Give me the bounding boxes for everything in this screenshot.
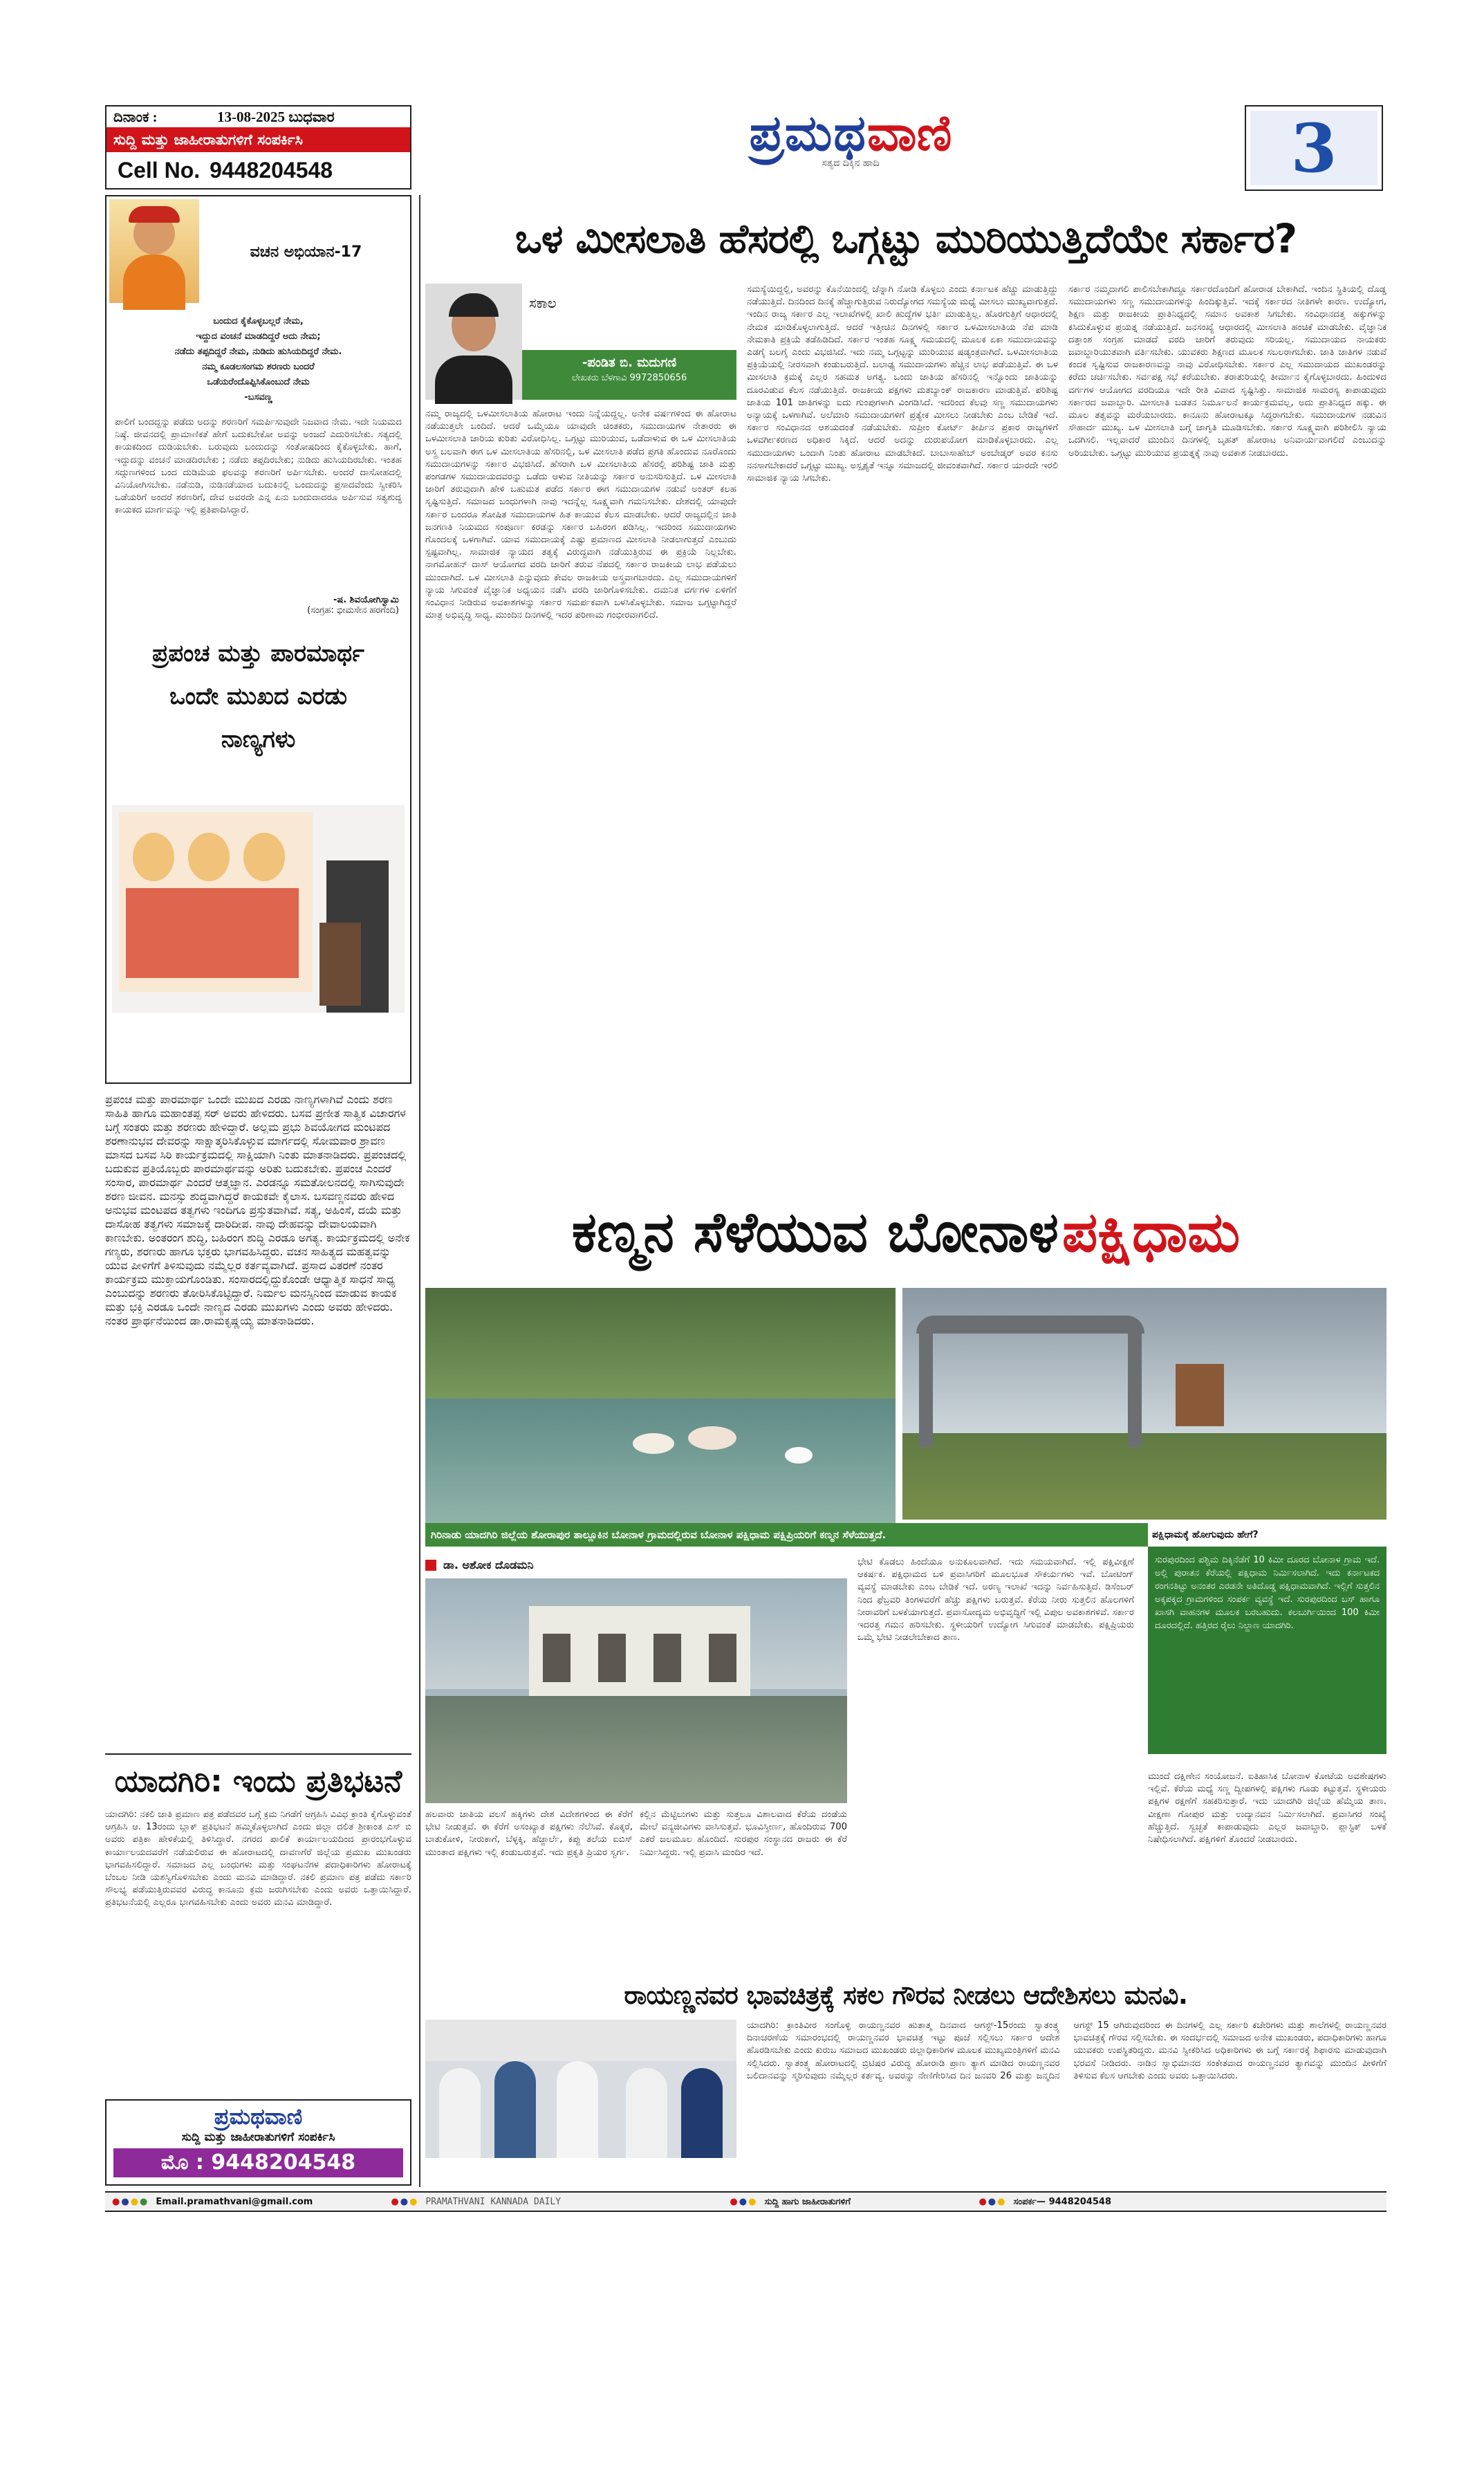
masthead-tagline: ಸತ್ಯದ ದಿಕ್ಕಿನ ಹಾದಿ	[822, 158, 880, 169]
footer-bar	[105, 2191, 1386, 2212]
author-photo	[425, 284, 522, 400]
ad-masthead: ಪ್ರಮಥವಾಣಿ	[214, 2103, 303, 2130]
bird-col-1: ಹಲವಾರು ಜಾತಿಯ ವಲಸೆ ಹಕ್ಕಿಗಳು ದೇಶ ವಿದೇಶಗಳಿಂದ ಈ ಕೆರೆಗೆ ಭೇಟಿ ನೀಡುತ್ತವೆ. ಈ ಕೆರೆಗೆ ಅಸಂಖ್ಯಾತ ಪಕ್ಷಿಗಳು ನೆಲೆಸಿವೆ. ಕೊಕ್ಕರೆ, ಬಾತುಕೋಳಿ, ನೀರುಕಾಗೆ, ಬೆಳ್ಳಕ್ಕಿ, ಹೆಜ್ಜಾರ್ಲೆ, ಕಪ್ಪು ತಲೆಯ ಐಬಿಸ್ ಮುಂತಾದ ಪಕ್ಷಿಗಳು ಇಲ್ಲಿ ಕಂಡುಬರುತ್ತವೆ. ಇದು ಪ್ರಕೃತಿ ಪ್ರಿಯರ ಸ್ವರ್ಗ.	[425, 1809, 636, 1858]
ad-line: ಸುದ್ದಿ ಮತ್ತು ಜಾಹೀರಾತುಗಳಿಗೆ ಸಂಪರ್ಕಿಸಿ	[181, 2130, 335, 2144]
vachana-signature-detail: (ಸಂಗ್ರಹ: ಭೀಮಸೇನ ಹರಗೆಂದಿ)	[307, 605, 399, 616]
heritage-building-photo	[425, 1578, 847, 1803]
vachana-box	[105, 195, 411, 1084]
bird-author: ಡಾ. ಅಶೋಕ ದೊಡಮನಿ	[443, 1558, 534, 1571]
column-label: ಸಕಾಲ	[529, 295, 557, 311]
footer-dots-icon: ●●●●	[112, 2196, 149, 2207]
lead-headline: ಒಳ ಮೀಸಲಾತಿ ಹೆಸರಲ್ಲಿ ಒಗ್ಗಟ್ಟು ಮುರಿಯುತ್ತಿದೆಯೇ ಸರ್ಕಾರ?	[514, 215, 1297, 262]
author-detail: ಲೇಖಕರು ಬೆಳಗಾವಿ 9972850656	[571, 373, 687, 383]
footer-dots-icon: ●●●	[391, 2196, 419, 2207]
cell-label: Cell No.	[118, 157, 201, 183]
author-name: -ಪಂಡಿತ ಬಿ. ಮದುಗಣಿ	[582, 356, 677, 370]
feature-headline: ಪ್ರಪಂಚ ಮತ್ತು ಪಾರಮಾರ್ಥ ಒಂದೇ ಮುಖದ ಎರಡು ನಾಣ್ಯಗಳು	[152, 640, 364, 753]
vachana-poem: ಬಂದುದ ಕೈಕೊಳ್ಳಬಲ್ಲರೆ ನೇಮ, ಇದ್ದುದ ವಂಚನೆ ಮಾಡದಿದ್ದರೆ ಅದು ನೇಮ; ನಡೆದು ತಪ್ಪದಿದ್ದರೆ ನೇಮ, ನುಡಿದು ಹುಸಿಯದಿದ್ದರೆ ನೇಮ. ನಮ್ಮ ಕೂಡಲಸಂಗಮ ಶರಣರು ಬಂದರೆ ಒಡೆಯರೆಂದೊಪ್ಪಿಸಿಕೊಂಬುದೆ ನೇಮ -ಬಸವಣ್ಣ	[174, 316, 342, 403]
lead-col-3: ಸರ್ಕಾರ ನಮ್ಮದಾಗಲಿ ಪಾಲಿಸಬೇಕಾಗಿದ್ದೂ ಸರ್ಕಾರದೊಂದಿಗೆ ಹೋರಾಡ ಬೇಕಾಗಿದೆ. ಇಂದಿನ ಸ್ಥಿತಿಯಲ್ಲಿ ದೊಡ್ಡ ಸಮುದಾಯಗಳು ಸಣ್ಣ ಸಮುದಾಯಗಳನ್ನು ಹಿಂದಿಕ್ಕುತ್ತಿವೆ. ಇದಕ್ಕೆ ಸರ್ಕಾರದ ನೀತಿಗಳೇ ಕಾರಣ. ಉದ್ಯೋಗ, ಶಿಕ್ಷಣ ಮತ್ತು ರಾಜಕೀಯ ಪ್ರಾತಿನಿಧ್ಯದಲ್ಲಿ ಸಮಾನ ಅವಕಾಶ ಸಿಗಬೇಕು. ಸಂವಿಧಾನದತ್ತ ಹಕ್ಕುಗಳನ್ನು ಕಸಿದುಕೊಳ್ಳುವ ಪ್ರಯತ್ನ ನಡೆಯುತ್ತಿದೆ. ಜನಸಂಖ್ಯೆ ಆಧಾರದಲ್ಲಿ ಮೀಸಲಾತಿ ಹಂಚಿಕೆ ಮಾಡಬೇಕು. ವೈಜ್ಞಾನಿಕ ದತ್ತಾಂಶ ಸಂಗ್ರಹ ಮಾಡದೆ ವರದಿ ಜಾರಿಗೆ ತರುವುದು ಸರಿಯಲ್ಲ. ಸಮುದಾಯದ ನಾಯಕರು ಜವಾಬ್ದಾರಿಯುತವಾಗಿ ವರ್ತಿಸಬೇಕು. ಯುವಕರು ಶಿಕ್ಷಣದ ಮೂಲಕ ಸಬಲರಾಗಬೇಕು. ಜಾತಿ ಜಾತಿಗಳ ನಡುವೆ ಕಂದಕ ಸೃಷ್ಟಿಸುವ ರಾಜಕಾರಣವನ್ನು ನಾವು ವಿರೋಧಿಸಬೇಕು. ಸರ್ಕಾರ ಎಲ್ಲ ಸಮುದಾಯದ ಮುಖಂಡರನ್ನು ಕರೆದು ಚರ್ಚಿಸಬೇಕು. ಸರ್ವಪಕ್ಷ ಸಭೆ ಕರೆಯಬೇಕು. ತರಾತುರಿಯಲ್ಲಿ ತೀರ್ಮಾನ ಕೈಗೊಳ್ಳಬಾರದು. ಹಿಂದುಳಿದ ವರ್ಗಗಳ ಆಯೋಗದ ವರದಿಯೂ ಇದೇ ರೀತಿ ವಿವಾದ ಸೃಷ್ಟಿಸಿತ್ತು. ಸಾಮಾಜಿಕ ಸಾಮರಸ್ಯ ಕಾಪಾಡುವುದು ಸರ್ಕಾರದ ಜವಾಬ್ದಾರಿ. ಮೀಸಲಾತಿ ಬಡತನ ನಿರ್ಮೂಲನೆ ಕಾರ್ಯಕ್ರಮವಲ್ಲ, ಅದು ಪ್ರಾತಿನಿಧ್ಯದ ಹಕ್ಕು. ಈ ಮೂಲ ತತ್ವವನ್ನು ಮರೆಯಬಾರದು. ಕಾನೂನು ಹೋರಾಟಕ್ಕೂ ಸಿದ್ಧರಾಗಬೇಕು. ಸಮುದಾಯಗಳ ನಡುವಿನ ಸೌಹಾರ್ದ ಮುಖ್ಯ. ಒಳ ಮೀಸಲಾತಿ ಬಗ್ಗೆ ಜಾಗೃತಿ ಮೂಡಿಸಬೇಕು. ಸರ್ಕಾರ ಸೂಕ್ಷ್ಮವಾಗಿ ಪರಿಶೀಲಿಸಿ ನ್ಯಾಯ ಒದಗಿಸಲಿ. ಇಲ್ಲವಾದರೆ ಮುಂದಿನ ದಿನಗಳಲ್ಲಿ ಬೃಹತ್ ಹೋರಾಟ ಅನಿವಾರ್ಯವಾಗಲಿದೆ ಎಂಬುದನ್ನು ಅರಿಯಬೇಕು. ಒಗ್ಗಟ್ಟು ಮುರಿಯುವ ಪ್ರಯತ್ನಕ್ಕೆ ನಾವು ಅವಕಾಶ ನೀಡಬಾರದು.	[1068, 284, 1390, 459]
bird-lake-photo	[425, 1288, 896, 1520]
rayanna-body: ಯಾದಗಿರಿ: ಕ್ರಾಂತಿವೀರ ಸಂಗೊಳ್ಳಿ ರಾಯಣ್ಣನವರ ಹುತಾತ್ಮ ದಿನವಾದ ಆಗಸ್ಟ್-15ರಂದು ಸ್ವಾತಂತ್ರ್ಯ ದಿನಾಚರಣೆಯ ಸಮಾರಂಭದಲ್ಲಿ ರಾಯಣ್ಣನವರ ಭಾವಚಿತ್ರ ಇಟ್ಟು ಪೂಜೆ ಸಲ್ಲಿಸಲು ಸರ್ಕಾರ ಆದೇಶ ಹೊರಡಿಸಬೇಕು ಎಂದು ಕುರುಬ ಸಮಾಜದ ಮುಖಂಡರು ಜಿಲ್ಲಾಧಿಕಾರಿಗಳ ಮೂಲಕ ಮುಖ್ಯಮಂತ್ರಿಗಳಿಗೆ ಮನವಿ ಸಲ್ಲಿಸಿದರು. ಸ್ವಾತಂತ್ರ್ಯ ಹೋರಾಟದಲ್ಲಿ ಬ್ರಿಟಿಷರ ವಿರುದ್ಧ ಹೋರಾಡಿ ಪ್ರಾಣ ತ್ಯಾಗ ಮಾಡಿದ ರಾಯಣ್ಣನವರ ಬಲಿದಾನವನ್ನು ಸ್ಮರಿಸುವುದು ನಮ್ಮೆಲ್ಲರ ಕರ್ತವ್ಯ. ಅವರನ್ನು ನೇಣಿಗೇರಿಸಿದ ದಿನ ಜನವರಿ 26 ಮತ್ತು ಜನ್ಮದಿನ ಆಗಸ್ಟ್ 15 ಆಗಿರುವುದರಿಂದ ಈ ದಿನಗಳಲ್ಲಿ ಎಲ್ಲ ಸರ್ಕಾರಿ ಕಚೇರಿಗಳು ಮತ್ತು ಶಾಲೆಗಳಲ್ಲಿ ರಾಯಣ್ಣನವರ ಭಾವಚಿತ್ರಕ್ಕೆ ಗೌರವ ಸಲ್ಲಿಸಬೇಕು. ಈ ಸಂದರ್ಭದಲ್ಲಿ ಸಮಾಜದ ಅನೇಕ ಮುಖಂಡರು, ಪದಾಧಿಕಾರಿಗಳು ಹಾಗೂ ಯುವಕರು ಉಪಸ್ಥಿತರಿದ್ದರು. ಮನವಿ ಸ್ವೀಕರಿಸಿದ ಅಧಿಕಾರಿಗಳು ಈ ಬಗ್ಗೆ ಸರ್ಕಾರಕ್ಕೆ ಶಿಫಾರಸು ಮಾಡುವುದಾಗಿ ಭರವಸೆ ನೀಡಿದರು. ನಾಡಿನ ಸ್ವಾಭಿಮಾನದ ಸಂಕೇತವಾದ ರಾಯಣ್ಣನವರ ತ್ಯಾಗವನ್ನು ಮುಂದಿನ ಪೀಳಿಗೆಗೆ ತಿಳಿಸುವ ಕೆಲಸ ಆಗಬೇಕು ಎಂದು ಅವರು ಒತ್ತಾಯಿಸಿದರು.	[747, 2020, 1390, 2081]
basavanna-portrait	[109, 199, 199, 303]
bird-col-2: ಕಲ್ಲಿನ ಮೆಟ್ಟಿಲುಗಳು ಮತ್ತು ಸುತ್ತಲೂ ವಿಶಾಲವಾದ ಕೆರೆಯ ದಂಡೆಯ ಮೇಲೆ ವನ್ಯಜೀವಿಗಳು ವಾಸಿಸುತ್ತವೆ. ಭೂವಿಸ್ತೀರ್ಣ, ಹೊಂದಿರುವ 700 ಎಕರೆ ಜಲಮೂಲ ಹೊಂದಿದೆ. ಸುರಪುರ ಸಂಸ್ಥಾನದ ರಾಜರು ಈ ಕೆರೆ ನಿರ್ಮಿಸಿದ್ದರು. ಇಲ್ಲಿ ಪ್ರವಾಸಿ ಮಂದಿರ ಇದೆ.	[640, 1809, 851, 1858]
bird-caption: ಗಿರಿನಾಡು ಯಾದಗಿರಿ ಜಿಲ್ಲೆಯ ಶೋರಾಪುರ ತಾಲ್ಲೂಕಿನ ಬೋನಾಳ ಗ್ರಾಮದಲ್ಲಿರುವ ಬೋನಾಳ ಪಕ್ಷಿಧಾಮ ಪಕ್ಷಿಪ್ರಿಯರಿಗೆ ಕಣ್ಮನ ಸೆಳೆಯುತ್ತದೆ.	[425, 1523, 1148, 1547]
lead-col-1: ನಮ್ಮ ರಾಜ್ಯದಲ್ಲಿ ಒಳಮೀಸಲಾತಿಯ ಹೋರಾಟ ಇಂದು ನಿನ್ನೆಯದ್ದಲ್ಲ. ಅನೇಕ ವರ್ಷಗಳಿಂದ ಈ ಹೋರಾಟ ನಡೆಯುತ್ತಲೇ ಬಂದಿದೆ. ಆದರೆ ಒಮ್ಮೆಯೂ ಯಾವುದೇ ಚಿಂತಕರು, ಸಮುದಾಯಗಳ ನೇತಾರರು ಈ ಒಳಮೀಸಲಾತಿ ಜಾರಿಯ ಕುರಿತು ವಿರೋಧಿಸಿಲ್ಲ. ಒಗ್ಗಟ್ಟು ಮುರಿಯುವ, ಒಡೆದಾಳುವ ಈ ಒಳ ಮೀಸಲಾತಿಯ ಅಸ್ತ್ರ ಬಲವಾಗಿ ಈಗ ಒಳ ಮೀಸಲಾತಿಯ ಹೆಸರಿನಲ್ಲಿ, ಒಳ ಮೀಸಲಾತಿ ಪಡೆದ ಪ್ರಗತಿ ಹೊಂದುವ ನೂರೊಂದು ಸಮುದಾಯಗಳನ್ನು ಸರ್ಕಾರ ವಿಭಜಿಸಿದೆ. ಹೆಸರಾಗಿ ಒಳ ಮೀಸಲಾತಿಯ ಹೆಸರಲ್ಲಿ ಪರಿಶಿಷ್ಟ ಜಾತಿ ಮತ್ತು ಪಂಗಡಗಳ ಸಮುದಾಯದವರನ್ನು ಒಡೆದು ಆಳುವ ನೀತಿಯನ್ನು ಸರ್ಕಾರ ಅನುಸರಿಸುತ್ತಿದೆ. ಒಳ ಮೀಸಲಾತಿ ಜಾರಿಗೆ ತರುವುದಾಗಿ ಹೇಳಿ ಬಹುಮತ ಪಡೆದ ಸರ್ಕಾರ ಈಗ ಸಮುದಾಯಗಳ ನಡುವೆ ಅಂತರ್ ಕಲಹ ಸೃಷ್ಟಿಸುತ್ತಿದೆ. ಸಮಾಜದ ಬಂಧುಗಳಾಗಿ ನಾವು ಇದನ್ನೆಲ್ಲ ಸೂಕ್ಷ್ಮವಾಗಿ ಗಮನಿಸಬೇಕು. ದೇಶದಲ್ಲಿ ಯಾವುದೇ ಸರ್ಕಾರ ಬಂದರೂ ಶೋಷಿತ ಸಮುದಾಯಗಳ ಹಿತ ಕಾಯುವ ಕೆಲಸ ಮಾಡಬೇಕು. ಆದರೆ ರಾಜ್ಯದಲ್ಲಿನ ಜಾತಿ ಜನಗಣತಿ ನಿಯಮದ ಸಂಪೂರ್ಣ ಕರಡನ್ನು ಸರ್ಕಾರ ಬಹಿರಂಗ ಪಡಿಸಿಲ್ಲ. ಇದರಿಂದ ಸಮುದಾಯಗಳು ಗೊಂದಲಕ್ಕೆ ಒಳಗಾಗಿವೆ. ಯಾವ ಸಮುದಾಯಕ್ಕೆ ಎಷ್ಟು ಪ್ರಮಾಣದ ಮೀಸಲಾತಿ ನೀಡಲಾಗುತ್ತದೆ ಎಂಬುದು ಸ್ಪಷ್ಟವಾಗಿಲ್ಲ. ಸಾಮಾಜಿಕ ನ್ಯಾಯದ ತತ್ವಕ್ಕೆ ವಿರುದ್ಧವಾಗಿ ನಡೆಯುತ್ತಿರುವ ಈ ಪ್ರಕ್ರಿಯೆ ನಿಲ್ಲಬೇಕು. ನಾಗಮೋಹನ್ ದಾಸ್ ಆಯೋಗದ ವರದಿ ಜಾರಿಗೆ ತರುವ ನೆಪದಲ್ಲಿ ಸರ್ಕಾರ ರಾಜಕೀಯ ಲಾಭ ಪಡೆಯಲು ಮುಂದಾಗಿದೆ. ಒಳ ಮೀಸಲಾತಿ ಎನ್ನುವುದು ಕೇವಲ ರಾಜಕೀಯ ಅಸ್ತ್ರವಾಗಬಾರದು. ಎಲ್ಲ ಸಮುದಾಯಗಳಿಗೆ ನ್ಯಾಯ ಸಿಗುವಂತೆ ವೈಜ್ಞಾನಿಕ ಅಧ್ಯಯನ ನಡೆಸಿ ವರದಿ ಜಾರಿಗೊಳಿಸಬೇಕು. ದಮನಿತ ವರ್ಗಗಳ ಏಳಿಗೆಗೆ ಸಂವಿಧಾನ ನೀಡಿರುವ ಅವಕಾಶಗಳನ್ನು ಸರ್ಕಾರ ಸಮರ್ಪಕವಾಗಿ ಬಳಸಿಕೊಳ್ಳಬೇಕು. ಸಮಾಜ ಒಗ್ಗಟ್ಟಾಗಿದ್ದರೆ ಮಾತ್ರ ಅಭಿವೃದ್ಧಿ ಸಾಧ್ಯ. ಮುಂದಿನ ದಿನಗಳಲ್ಲಿ ಇದರ ಪರಿಣಾಮ ಗಂಭೀರವಾಗಲಿದೆ.	[425, 409, 740, 621]
ad-box	[105, 2099, 411, 2186]
how-to-reach-body: ಸುರಪುರದಿಂದ ಪಶ್ಚಿಮ ದಿಕ್ಕಿನೆಡೆಗೆ 10 ಕಿಮೀ ದೂರದ ಬೋನಾಳ ಗ್ರಾಮ ಇದೆ. ಅಲ್ಲಿ ಪುರಾತನ ಕೆರೆಯಲ್ಲಿ ಪಕ್ಷಿಧಾಮ ನಿರ್ಮಿಸಲಾಗಿದೆ. ಇದು ಕರ್ನಾಟಕದ ರಂಗನತಿಟ್ಟು ಅನಂತರ ಎರಡನೇ ಅತಿದೊಡ್ಡ ಪಕ್ಷಿಧಾಮವಾಗಿದೆ. ಇಲ್ಲಿಗೆ ಸುತ್ತಲಿನ ಅಕ್ಕಪಕ್ಕದ ಗ್ರಾಮಗಳಿಂದ ಸಂಪರ್ಕ ವ್ಯವಸ್ಥೆ ಇದೆ. ಸುರಪುರದಿಂದ ಬಸ್ ಹಾಗೂ ಖಾಸಗಿ ವಾಹನಗಳ ಮೂಲಕ ಬರಬಹುದು. ಕಲಬುರ್ಗಿಯಿಂದ 100 ಕಿಮೀ ದೂರದಲ್ಲಿದೆ. ಹತ್ತಿರದ ರೈಲು ನಿಲ್ದಾಣ ಯಾದಗಿರಿ.	[1148, 1547, 1386, 1754]
protest-body: ಯಾದಗಿರಿ: ನಕಲಿ ಜಾತಿ ಪ್ರಮಾಣ ಪತ್ರ ಪಡೆದವರ ಬಗ್ಗೆ ಕ್ರಮ ನಿಗಡೆಗೆ ಆಗ್ರಹಿಸಿ ವಿವಿಧ ಕ್ರಾಂತಿ ಕೈಗೊಳ್ಳುವಂತೆ ಆಗ್ರಹಿಸಿ ಆ. 13ರಂದು ಬ್ಲಾಕ್ ಪ್ರತಿಭಟನೆ ಹಮ್ಮಿಕೊಳ್ಳಲಾಗಿದೆ ಎಂದು ಜಿಲ್ಲಾ ದಲಿತ ಶ್ರೀಕಾಂತ ಎಸ್ ಬಿ ಅವರು ಪತ್ರಿಕಾ ಹೇಳಿಕೆಯಲ್ಲಿ ತಿಳಿಸಿದ್ದಾರೆ. ನಗರದ ಪಾಲಿಕೆ ಕಾರ್ಯಾಲಯದಿಂದ ಪ್ರಾರಂಭಗೊಳ್ಳುವ ಕಾರ್ಯಾಲಯದವರೆಗೆ ನಡೆಯಲಿರುವ ಈ ಹೋರಾಟದಲ್ಲಿ ದಾವಣಗೆರೆ ಜಿಲ್ಲೆಯ ಪ್ರಮುಖ ಮುಖಂಡರು ಭಾಗವಹಿಸಲಿದ್ದಾರೆ. ಸಮಾಜದ ಎಲ್ಲ ಬಂಧುಗಳು ಮತ್ತು ಸಂಘಟನೆಗಳ ಪದಾಧಿಕಾರಿಗಳು ಹೋರಾಟಕ್ಕೆ ಬೆಂಬಲ ನೀಡಿ ಯಶಸ್ವಿಗೊಳಿಸಬೇಕು ಎಂದು ಮನವಿ ಮಾಡಿದ್ದಾರೆ. ನಕಲಿ ಪ್ರಮಾಣ ಪತ್ರ ಪಡೆದು ಸರ್ಕಾರಿ ಸೌಲಭ್ಯ ಪಡೆಯುತ್ತಿರುವವರ ವಿರುದ್ಧ ಕಾನೂನು ಕ್ರಮ ಜರುಗಿಸಬೇಕು ಎಂದು ಅವರು ಒತ್ತಾಯಿಸಿದ್ದಾರೆ. ಪ್ರತಿಭಟನೆಯಲ್ಲಿ ಎಲ್ಲರೂ ಭಾಗವಹಿಸಬೇಕು ಎಂದು ಅವರು ಮನವಿ ಮಾಡಿದ್ದಾರೆ.	[105, 1809, 415, 1908]
bird-col-3: ಭೇಟಿ ಕೊಡಲು ಹಿಂದೆಯೂ ಅನುಕೂಲವಾಗಿದೆ. ಇದು ಸಮಯವಾಗಿದೆ. ಇಲ್ಲಿ ಪಕ್ಷಿವೀಕ್ಷಣೆ ಆಕರ್ಷಕ. ಪಕ್ಷಿಧಾಮದ ಬಳಿ ಪ್ರವಾಸಿಗರಿಗೆ ಮೂಲಭೂತ ಸೌಕರ್ಯಗಳು ಇವೆ. ಬೋಟಿಂಗ್ ವ್ಯವಸ್ಥೆ ಮಾಡಬೇಕು ಎಂಬ ಬೇಡಿಕೆ ಇದೆ. ಅರಣ್ಯ ಇಲಾಖೆ ಇದನ್ನು ನಿರ್ವಹಿಸುತ್ತಿದೆ. ಡಿಸೆಂಬರ್ ನಿಂದ ಫೆಬ್ರವರಿ ತಿಂಗಳವರೆಗೆ ಹೆಚ್ಚು ಪಕ್ಷಿಗಳು ಬರುತ್ತವೆ. ಕೆರೆಯ ನೀರು ಸುತ್ತಲಿನ ಹೊಲಗಳಿಗೆ ನೀರಾವರಿಗೆ ಬಳಕೆಯಾಗುತ್ತದೆ. ಪ್ರವಾಸೋದ್ಯಮ ಅಭಿವೃದ್ಧಿಗೆ ಇಲ್ಲಿ ವಿಪುಲ ಅವಕಾಶಗಳಿವೆ. ಸರ್ಕಾರ ಇದರತ್ತ ಗಮನ ಹರಿಸಬೇಕು. ಸ್ಥಳೀಯರಿಗೆ ಉದ್ಯೋಗ ಸಿಗುವಂತೆ ಮಾಡಬೇಕು. ಪಕ್ಷಿಪ್ರಿಯರು ಒಮ್ಮೆ ಭೇಟಿ ನೀಡಲೇಬೇಕಾದ ತಾಣ.	[857, 1557, 1138, 1643]
author-box	[425, 284, 736, 400]
column-divider	[419, 195, 420, 2187]
rayanna-photo	[425, 2020, 736, 2158]
page-number-badge	[1245, 105, 1383, 191]
bird-headline-main: ಕಣ್ಮನ ಸೆಳೆಯುವ ಬೋನಾಳ	[571, 1200, 1059, 1264]
lead-col-2: ಸಮಸ್ಯೆಯಿದ್ದಲ್ಲಿ, ಅವರನ್ನು ಕೊನೆಯಿಂದಲ್ಲಿ ಚೆನ್ನಾಗಿ ನೋಡಿ ಕೊಳ್ಳಲು ಎಂದು ಕರ್ನಾಟಕ ಹೆಚ್ಚು ಮಾಡುತ್ತಿದ್ದು ನಡೆಯುತ್ತಿದೆ. ದಿನದಿಂದ ದಿನಕ್ಕೆ ಹೆಚ್ಚಾಗುತ್ತಿರುವ ನಿರುದ್ಯೋಗದ ಸಮಸ್ಯೆಯ ಮಧ್ಯೆ ಮೀಸಲು ಮುಖ್ಯವಾಗುತ್ತದೆ. ಇಂದಿನ ರಾಜ್ಯ ಸರ್ಕಾರ ಎಲ್ಲ ಇಲಾಖೆಗಳಲ್ಲಿ ಖಾಲಿ ಹುದ್ದೆಗಳ ಭರ್ತಿ ಮಾಡುತ್ತಿಲ್ಲ. ಹೊರಗುತ್ತಿಗೆ ಆಧಾರದಲ್ಲಿ ನೇಮಕ ಮಾಡಿಕೊಳ್ಳಲಾಗುತ್ತಿದೆ. ಆದರೆ ಇತ್ತೀಚಿನ ದಿನಗಳಲ್ಲಿ ಸರ್ಕಾರ ಒಳಮೀಸಲಾತಿಯ ನೆಪ ಮಾಡಿ ನೇಮಕಾತಿ ಪ್ರಕ್ರಿಯೆ ತಡೆಹಿಡಿದಿದೆ. ಸರ್ಕಾರ ಇಂತಹ ಸೂಕ್ಷ್ಮ ಸಮಯದಲ್ಲಿ ಮೂಲಕ ಏಕಾ ಸಮುದಾಯವನ್ನು ಎಡಗೈ ಬಲಗೈ ಎಂದು ವಿಭಜಿಸಿದೆ. ಇದು ನಮ್ಮ ಒಗ್ಗಟ್ಟನ್ನು ಮುರಿಯುವ ಷಡ್ಯಂತ್ರವಾಗಿದೆ. ಒಳಮೀಸಲಾತಿಯ ಪ್ರಕ್ರಿಯೆಯಲ್ಲಿ ನೀರಸವಾಗಿ ಕಂಡುಬರುತ್ತಿದೆ. ಬಲಾಢ್ಯ ಸಮುದಾಯಗಳು ಹೆಚ್ಚಿನ ಲಾಭ ಪಡೆಯುತ್ತಿವೆ. ಈ ಒಳ ಮೀಸಲಾತಿ ಕ್ರಮಕ್ಕೆ ಎಲ್ಲರ ಸಹಮತ ಅಗತ್ಯ. ಒಂದು ಜಾತಿಯ ಹೆಸರಿನಲ್ಲಿ ಇನ್ನೊಂದು ಜಾತಿಯನ್ನು ದೂರವಿಡುವ ಕೆಲಸ ನಡೆಯುತ್ತಿದೆ. ರಾಜಕೀಯ ಪಕ್ಷಗಳು ಮತಬ್ಯಾಂಕ್ ರಾಜಕಾರಣ ಮಾಡುತ್ತಿವೆ. ಪರಿಶಿಷ್ಟ ಜಾತಿಯ 101 ಜಾತಿಗಳನ್ನು ಐದು ಗುಂಪುಗಳಾಗಿ ವಿಂಗಡಿಸಿದೆ. ಇದರಿಂದ ಕೆಲವು ಸಣ್ಣ ಸಮುದಾಯಗಳು ಅನ್ಯಾಯಕ್ಕೆ ಒಳಗಾಗಿವೆ. ಅಲೆಮಾರಿ ಸಮುದಾಯಗಳಿಗೆ ಪ್ರತ್ಯೇಕ ಮೀಸಲು ನೀಡಬೇಕು ಎಂಬ ಬೇಡಿಕೆ ಇದೆ. ಸರ್ಕಾರ ಸಂವಿಧಾನದ ಆಶಯದಂತೆ ನಡೆಯಬೇಕು. ಸುಪ್ರೀಂ ಕೋರ್ಟ್ ತೀರ್ಪಿನ ಪ್ರಕಾರ ರಾಜ್ಯಗಳಿಗೆ ಒಳವರ್ಗೀಕರಣದ ಅಧಿಕಾರ ಸಿಕ್ಕಿದೆ. ಆದರೆ ಅದನ್ನು ದುರುಪಯೋಗ ಮಾಡಿಕೊಳ್ಳಬಾರದು. ಎಲ್ಲ ಸಮುದಾಯಗಳು ಒಂದಾಗಿ ನಿಂತು ಹೋರಾಟ ಮಾಡಬೇಕಿದೆ. ಬಾಬಾಸಾಹೇಬ್ ಅಂಬೇಡ್ಕರ್ ಅವರ ಕನಸು ನನಸಾಗಬೇಕಾದರೆ ಒಗ್ಗಟ್ಟು ಮುಖ್ಯ. ಅಸ್ಪೃಶ್ಯತೆ ಇನ್ನೂ ಸಮಾಜದಲ್ಲಿ ಜೀವಂತವಾಗಿದೆ. ಸರ್ಕಾರ ಯಾರದೇ ಇರಲಿ ಸಾಮಾಜಿಕ ನ್ಯಾಯ ಸಿಗಬೇಕು.	[747, 284, 1061, 484]
date-label: ದಿನಾಂಕ :	[113, 108, 158, 125]
protest-headline: ಯಾದಗಿರಿ: ಇಂದು ಪ್ರತಿಭಟನೆ	[114, 1764, 402, 1799]
masthead-vani: ವಾಣಿ	[866, 104, 952, 162]
bird-col-4: ಮುಂದೆ ದಕ್ಷಿಣೇನ ಸಂಯೋಜನೆ. ಐತಿಹಾಸಿಕ ಬೋನಾಳ ಕೋಟೆಯ ಅವಶೇಷಗಳು ಇಲ್ಲಿವೆ. ಕೆರೆಯ ಮಧ್ಯೆ ಸಣ್ಣ ದ್ವೀಪಗಳಲ್ಲಿ ಪಕ್ಷಿಗಳು ಗೂಡು ಕಟ್ಟುತ್ತವೆ. ಸ್ಥಳೀಯರು ಪಕ್ಷಿಗಳ ರಕ್ಷಣೆಗೆ ಸಹಕರಿಸುತ್ತಾರೆ. ಇದು ಯಾದಗಿರಿ ಜಿಲ್ಲೆಯ ಹೆಮ್ಮೆಯ ತಾಣ. ವೀಕ್ಷಣಾ ಗೋಪುರ ಮತ್ತು ಉದ್ಯಾನವನ ನಿರ್ಮಿಸಲಾಗಿದೆ. ಪ್ರವಾಸಿಗರ ಸಂಖ್ಯೆ ಹೆಚ್ಚುತ್ತಿದೆ. ಸ್ವಚ್ಛತೆ ಕಾಪಾಡುವುದು ಎಲ್ಲರ ಜವಾಬ್ದಾರಿ. ಪ್ಲಾಸ್ಟಿಕ್ ಬಳಕೆ ನಿಷೇಧಿಸಲಾಗಿದೆ. ಪಕ್ಷಿಗಳಿಗೆ ತೊಂದರೆ ನೀಡಬಾರದು.	[1148, 1771, 1390, 1845]
bird-headline	[425, 1184, 1386, 1281]
page-number: 3	[1290, 109, 1337, 187]
sanctuary-gate-photo	[902, 1288, 1386, 1520]
bird-author-line	[425, 1556, 806, 1574]
bullet-square-icon	[425, 1560, 436, 1571]
vachana-signature: -ಷ. ಶಿವಯೋಗಿಸ್ವಾಮಿ	[333, 595, 399, 605]
feature-photo	[112, 805, 405, 1013]
rayanna-headline: ರಾಯಣ್ಣನವರ ಭಾವಚಿತ್ರಕ್ಕೆ ಸಕಲ ಗೌರವ ನೀಡಲು ಆದೇಶಿಸಲು ಮನವಿ.	[624, 1980, 1188, 2010]
footer-dots-icon: ●●●	[730, 2196, 758, 2207]
vachana-title: ವಚನ ಅಭಿಯಾನ-17	[250, 243, 362, 261]
vachana-body: ಪಾಲಿಗೆ ಬಂದದ್ದನ್ನು ಪಡೆದು ಅದನ್ನು ಶರಣರಿಗೆ ಸಮರ್ಪಿಸುವುದೇ ನಿಜವಾದ ನೇಮ. ಇದೇ ನಿಯಮದ ನಿಷ್ಠೆ. ಜೀವನದಲ್ಲಿ ಪ್ರಾಮಾಣಿಕತೆ ಹೇಗೆ ಬದುಕಬೇಕೋ ಅವನ್ನು ಅಂಜದೆ ಎದುರಿಸಬೇಕು. ಸತ್ಯದಲ್ಲಿ ಕಾಯಕದಿಂದ ದುಡಿಯಬೇಕು. ಬರುವುದು ಬಂದುದನ್ನು ಸಂತೋಷದಿಂದ ಕೈಕೊಳ್ಳಬೇಕು. ಹಾಗೆ, ಇದ್ದುದನ್ನು ವಂಚನೆ ಮಾಡದಿರಬೇಕು ; ನಡೆದು ತಪ್ಪದಿರಬೇಕು; ನುಡಿದು ಹುಸಿಯದಿರಬೇಕು. ಇಂತಹ ಸದ್ಗುಣಗಳಿಂದ ಬಂದ ದುಡಿಮೆಯ ಫಲವನ್ನು ಶರಣರಿಗೆ ಅರ್ಪಿಸಬೇಕು. ಅಂದರೆ ದಾಸೋಹದಲ್ಲಿ ವಿನಿಯೋಗಿಸಬೇಕು. ನಡೆನುಡಿ, ನುಡಿನಡೆಯಾದ ಬದುಕಿನಲ್ಲಿ ಬಂದುದನ್ನು ಪ್ರಸಾದವೆಂದು ಸ್ವೀಕರಿಸಿ ಒಡೆಯರಿಗೆ ಅಂದರೆ ಶರಣರಿಗೆ, ದೇವ ಅವರದೇ ಎನ್ನ ಏನು ಬಂದುದಾದರೂ ಅರ್ಪಿಸುವ ಸತ್ಯಶುದ್ಧ ಕಾಯಕದ ಮಾರ್ಗವನ್ನು ಇಲ್ಲಿ ಪ್ರತಿಪಾದಿಸಿದ್ದಾರೆ.	[115, 417, 405, 516]
footer-center: PRAMATHVANI KANNADA DAILY	[425, 2196, 562, 2207]
how-to-reach-title: ಪಕ್ಷಿಧಾಮಕ್ಕೆ ಹೋಗುವುದು ಹೇಗೆ?	[1152, 1529, 1259, 1540]
footer-contact: ಸಂಪರ್ಕ— 9448204548	[1013, 2196, 1112, 2207]
footer-email[interactable]: Email.pramathvani@gmail.com	[156, 2196, 313, 2207]
footer-dots-icon: ●●●	[978, 2196, 1007, 2207]
feature-body: ಪ್ರಪಂಚ ಮತ್ತು ಪಾರಮಾರ್ಥ ಒಂದೇ ಮುಖದ ಎರಡು ನಾಣ್ಯಗಳಾಗಿವೆ ಎಂದು ಶರಣ ಸಾಹಿತಿ ಹಾಗೂ ಮಹಾಂತಪ್ಪ ಸರ್ ಅವರು ಹೇಳಿದರು. ಬಸವ ಪ್ರಣೀತ ಸಾತ್ವಿಕ ವಿಚಾರಗಳ ಬಗ್ಗೆ ಸಂತರು ಮತ್ತು ಶರಣರು ಹೇಳಿದ್ದಾರೆ. ಅಲ್ಲಮ ಪ್ರಭು ಶಿವಯೋಗದ ಮಂಟಪದ ಶರಣಾನುಭವ ದೇವರನ್ನು ಸಾಕ್ಷಾತ್ಕರಿಸಿಕೊಳ್ಳುವ ಮಾರ್ಗದಲ್ಲಿ ಸೋಮವಾರ ಶ್ರಾವಣ ಮಾಸದ ಬಸವ ಸಿರಿ ಕಾರ್ಯಕ್ರಮದಲ್ಲಿ ಸಾಕ್ಷಿಯಾಗಿ ನಿಂತು ಮಾತನಾಡಿದರು. ಪ್ರಪಂಚದಲ್ಲಿ ಬದುಕುವ ಪ್ರತಿಯೊಬ್ಬರು ಪಾರಮಾರ್ಥವನ್ನು ಅರಿತು ಬದುಕಬೇಕು. ಪ್ರಪಂಚ ಎಂದರೆ ಸಂಸಾರ, ಪಾರಮಾರ್ಥ ಎಂದರೆ ಆತ್ಮಜ್ಞಾನ. ಎರಡನ್ನೂ ಸಮತೋಲನದಲ್ಲಿ ಸಾಗಿಸುವುದೇ ಶರಣ ಜೀವನ. ಮನಸ್ಸು ಶುದ್ಧವಾಗಿದ್ದರೆ ಕಾಯಕವೇ ಕೈಲಾಸ. ಬಸವಣ್ಣನವರು ಹೇಳಿದ ಅನುಭವ ಮಂಟಪದ ತತ್ವಗಳು ಇಂದಿಗೂ ಪ್ರಸ್ತುತವಾಗಿವೆ. ಸತ್ಯ, ಅಹಿಂಸೆ, ದಯೆ ಮತ್ತು ದಾಸೋಹ ತತ್ವಗಳು ಸಮಾಜಕ್ಕೆ ದಾರಿದೀಪ. ನಾವು ದೇಹವನ್ನು ದೇವಾಲಯವಾಗಿ ಕಾಣಬೇಕು. ಅಂತರಂಗ ಶುದ್ಧಿ, ಬಹಿರಂಗ ಶುದ್ಧಿ ಎರಡೂ ಅಗತ್ಯ. ಕಾರ್ಯಕ್ರಮದಲ್ಲಿ ಅನೇಕ ಗಣ್ಯರು, ಶರಣರು ಹಾಗೂ ಭಕ್ತರು ಭಾಗವಹಿಸಿದ್ದರು. ವಚನ ಸಾಹಿತ್ಯದ ಮಹತ್ವವನ್ನು ಯುವ ಪೀಳಿಗೆಗೆ ತಿಳಿಸುವುದು ನಮ್ಮೆಲ್ಲರ ಕರ್ತವ್ಯವಾಗಿದೆ. ಪ್ರಸಾದ ವಿತರಣೆ ನಂತರ ಕಾರ್ಯಕ್ರಮ ಮುಕ್ತಾಯಗೊಂಡಿತು. ಸಂಸಾರದಲ್ಲಿದ್ದುಕೊಂಡೇ ಆಧ್ಯಾತ್ಮಿಕ ಸಾಧನೆ ಸಾಧ್ಯ ಎಂಬುದನ್ನು ಶರಣರು ತೋರಿಸಿಕೊಟ್ಟಿದ್ದಾರೆ. ನಿರ್ಮಲ ಮನಸ್ಸಿನಿಂದ ಮಾಡುವ ಕಾಯಕ ಮತ್ತು ಭಕ್ತಿ ಎರಡೂ ಒಂದೇ ನಾಣ್ಯದ ಎರಡು ಮುಖಗಳು ಎಂದು ಅವರು ಹೇಳಿದರು. ನಂತರ ಪ್ರಾರ್ಥನೆಯಿಂದ ಡಾ.ರಾಮಕೃಷ್ಣಯ್ಯ ಮಾತನಾಡಿದರು.	[105, 1093, 410, 1327]
contact-banner: ಸುದ್ದಿ ಮತ್ತು ಜಾಹೀರಾತುಗಳಿಗೆ ಸಂಪರ್ಕಿಸಿ	[106, 127, 410, 152]
footer-right-label: ಸುದ್ದಿ ಹಾಗು ಜಾಹೀರಾತುಗಳಿಗೆ	[764, 2196, 851, 2207]
ad-mobile: ಮೊ : 9448204548	[113, 2148, 403, 2177]
masthead	[609, 104, 1093, 194]
cell-number: 9448204548	[210, 157, 333, 183]
protest-box	[105, 1753, 415, 2085]
how-to-reach-box	[1148, 1523, 1386, 1762]
date-value: 13-08-2025 ಬುಧವಾರ	[217, 108, 335, 125]
bird-headline-accent: ಪಕ್ಷಿಧಾಮ	[1062, 1200, 1241, 1264]
header-left	[105, 105, 411, 190]
masthead-pramatha: ಪ್ರಮಥ	[749, 104, 867, 162]
